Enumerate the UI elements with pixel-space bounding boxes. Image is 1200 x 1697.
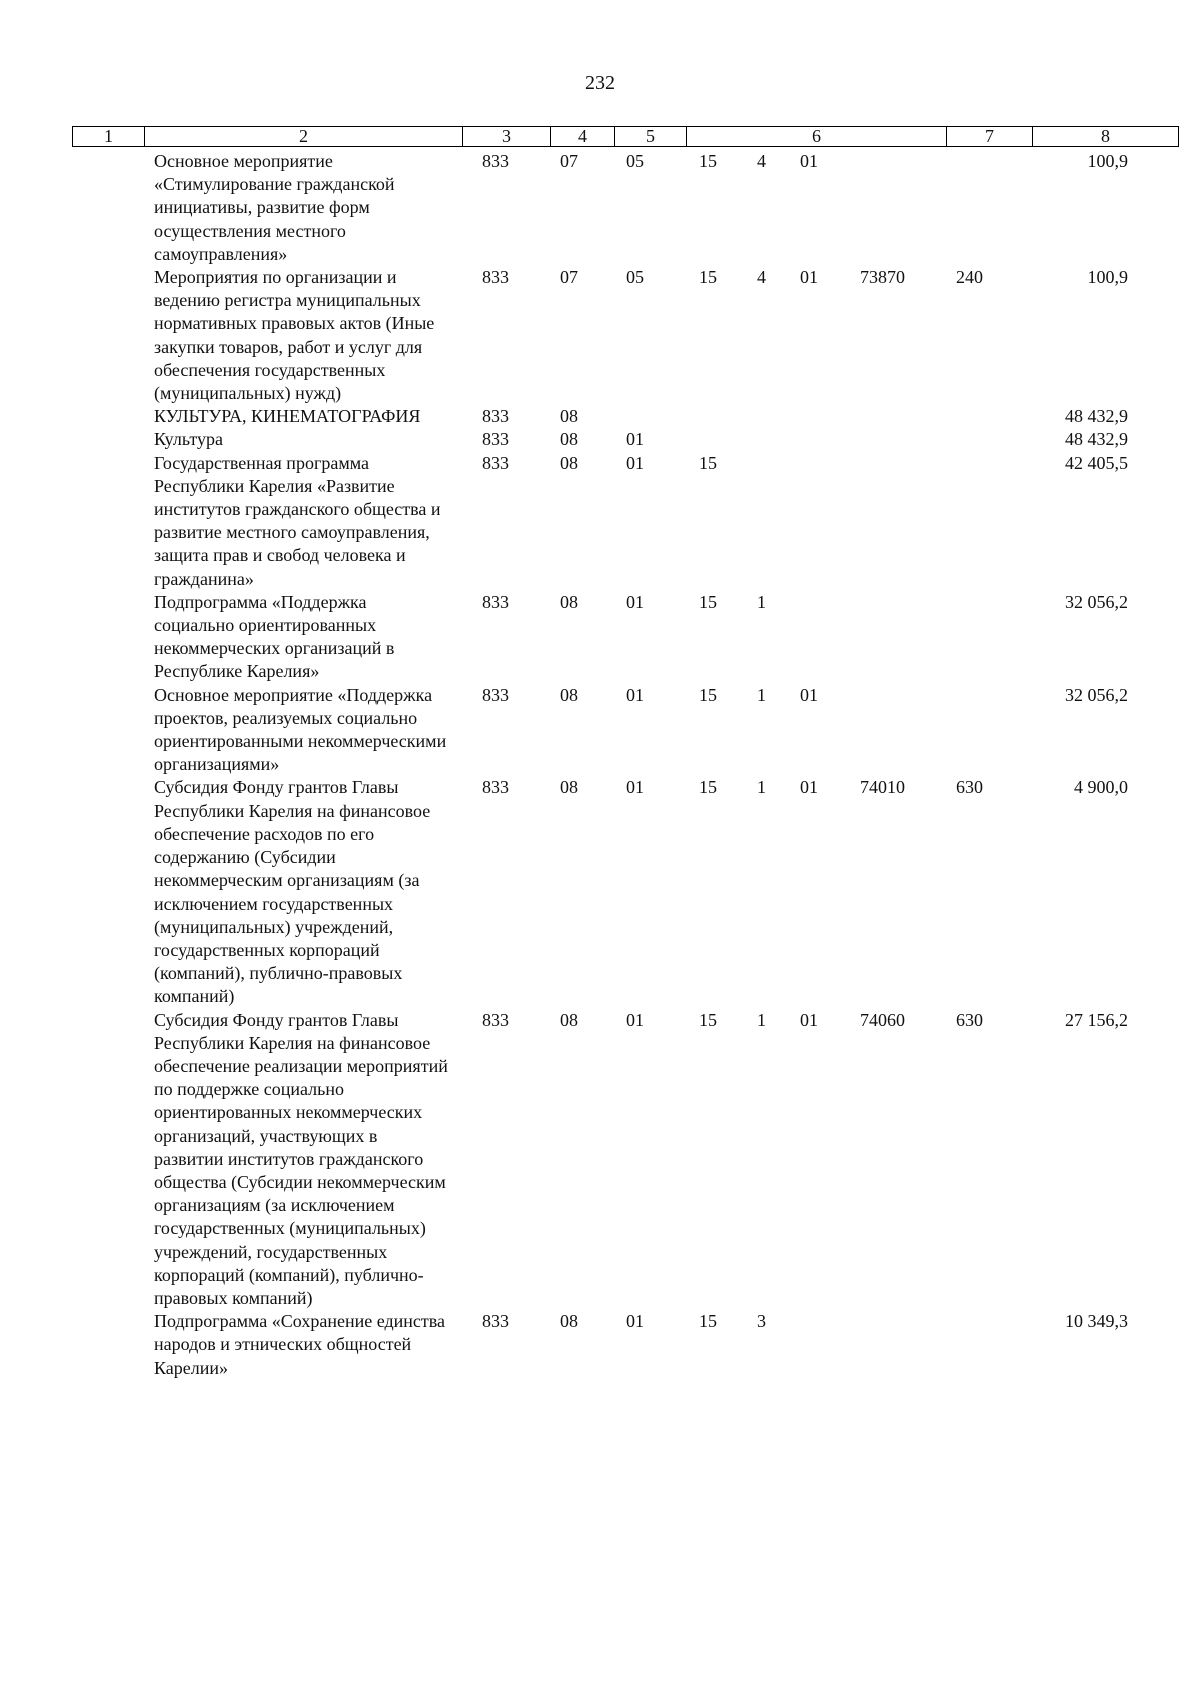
row-cell-c6b: 1 xyxy=(757,1009,766,1030)
row-cell-c3: 833 xyxy=(482,151,509,171)
table-row xyxy=(0,452,1200,591)
row-cell-c4: 08 xyxy=(560,684,578,705)
row-cell-c5: 01 xyxy=(626,1009,644,1030)
row-cell-c4: 08 xyxy=(560,406,578,427)
row-cell-c3: 833 xyxy=(482,684,509,705)
row-cell-c6d: 74060 xyxy=(860,1009,905,1030)
column-header-table xyxy=(72,126,1179,147)
row-cell-c4: 07 xyxy=(560,267,578,288)
row-cell-c5: 01 xyxy=(626,684,644,705)
row-cell-c6a: 15 xyxy=(699,1009,717,1030)
row-cell-c6b: 1 xyxy=(757,777,766,798)
row-cell-c4: 08 xyxy=(560,429,578,450)
row-cell-c8: 27 156,2 xyxy=(1065,1009,1128,1030)
row-cell-c6d: 74010 xyxy=(860,777,905,798)
header-col-5: 5 xyxy=(615,127,687,147)
row-cell-c5: 01 xyxy=(626,429,644,450)
row-description: Субсидия Фонду грантов Главы Республики Карелия на финансовое обеспечение расходов по его содержанию (Субсидии некоммерческим организациям (за исключением государственных (муниципальных) учреждений, государственных корпораций (компаний), публично-правовых компаний) xyxy=(154,777,431,1007)
row-cell-c6c: 01 xyxy=(800,151,818,171)
table-row xyxy=(0,1310,1200,1380)
row-cell-c3: 833 xyxy=(482,406,509,427)
row-cell-c7: 630 xyxy=(956,777,983,798)
row-description: Основное мероприятие «Поддержка проектов, реализуемых социально ориентированными некоммерческими организациями» xyxy=(154,684,447,775)
row-description: Подпрограмма «Поддержка социально ориентированных некоммерческих организаций в Республике Карелия» xyxy=(154,591,395,682)
row-cell-c6a: 15 xyxy=(699,151,717,171)
page-number: 232 xyxy=(585,72,615,94)
row-cell-c3: 833 xyxy=(482,777,509,798)
header-row xyxy=(73,127,1179,147)
row-cell-c6b: 4 xyxy=(757,151,766,171)
table-row xyxy=(0,684,1200,777)
row-cell-c7: 240 xyxy=(956,267,983,288)
header-col-6: 6 xyxy=(687,127,947,147)
row-cell-c5: 01 xyxy=(626,1311,644,1332)
row-cell-c6b: 1 xyxy=(757,684,766,705)
row-cell-c8: 4 900,0 xyxy=(1074,777,1128,798)
row-cell-c6b: 4 xyxy=(757,267,766,288)
row-cell-c6a: 15 xyxy=(699,591,717,612)
row-cell-c4: 07 xyxy=(560,151,578,171)
row-cell-c3: 833 xyxy=(482,452,509,473)
row-cell-c6c: 01 xyxy=(800,267,818,288)
row-cell-c6a: 15 xyxy=(699,267,717,288)
row-cell-c6b: 3 xyxy=(757,1311,766,1332)
row-cell-c6a: 15 xyxy=(699,777,717,798)
table-row xyxy=(0,150,1200,266)
row-cell-c8: 10 349,3 xyxy=(1065,1311,1128,1332)
row-cell-c5: 01 xyxy=(626,591,644,612)
row-cell-c3: 833 xyxy=(482,1311,509,1332)
table-row xyxy=(0,428,1200,451)
row-cell-c6a: 15 xyxy=(699,452,717,473)
row-cell-c8: 100,9 xyxy=(1087,267,1128,288)
row-description: Государственная программа Республики Карелия «Развитие институтов гражданского общества и развитие местного самоуправления, защита прав и свобод человека и гражданина» xyxy=(154,452,441,589)
header-col-2: 2 xyxy=(145,127,463,147)
table-row xyxy=(0,776,1200,1008)
row-cell-c4: 08 xyxy=(560,777,578,798)
row-cell-c4: 08 xyxy=(560,452,578,473)
row-cell-c6a: 15 xyxy=(699,684,717,705)
row-description: КУЛЬТУРА, КИНЕМАТОГРАФИЯ xyxy=(154,406,421,427)
row-cell-c3: 833 xyxy=(482,267,509,288)
header-col-8: 8 xyxy=(1033,127,1179,147)
header-col-4: 4 xyxy=(551,127,615,147)
header-col-7: 7 xyxy=(947,127,1033,147)
row-cell-c6c: 01 xyxy=(800,1009,818,1030)
table-row xyxy=(0,266,1200,405)
row-cell-c4: 08 xyxy=(560,1311,578,1332)
row-cell-c5: 05 xyxy=(626,267,644,288)
row-description: Субсидия Фонду грантов Главы Республики Карелия на финансовое обеспечение реализации мероприятий по поддержке социально ориентированных некоммерческих организаций, участвующих в развитии институтов гражданского общества (Субсидии некоммерческим организациям (за исключением государственных (муниципальных) учреждений, государственных корпораций (компаний), публично-правовых компаний) xyxy=(154,1009,448,1308)
row-description: Мероприятия по организации и ведению регистра муниципальных нормативных правовых актов (Иные закупки товаров, работ и услуг для обеспечения государственных (муниципальных) нужд) xyxy=(154,267,435,404)
row-cell-c6c: 01 xyxy=(800,684,818,705)
table-row xyxy=(0,591,1200,684)
row-cell-c8: 48 432,9 xyxy=(1065,406,1128,427)
row-cell-c6b: 1 xyxy=(757,591,766,612)
row-cell-c8: 32 056,2 xyxy=(1065,684,1128,705)
row-cell-c8: 32 056,2 xyxy=(1065,591,1128,612)
row-cell-c5: 01 xyxy=(626,777,644,798)
row-cell-c8: 100,9 xyxy=(1087,151,1128,171)
row-cell-c8: 42 405,5 xyxy=(1065,452,1128,473)
row-cell-c6c: 01 xyxy=(800,777,818,798)
table-row xyxy=(0,405,1200,428)
row-description: Основное мероприятие «Стимулирование гражданской инициативы, развитие форм осуществления местного самоуправления» xyxy=(154,151,395,264)
row-cell-c3: 833 xyxy=(482,591,509,612)
row-cell-c4: 08 xyxy=(560,1009,578,1030)
row-cell-c6a: 15 xyxy=(699,1311,717,1332)
header-col-1: 1 xyxy=(73,127,145,147)
row-cell-c5: 05 xyxy=(626,151,644,171)
row-cell-c4: 08 xyxy=(560,591,578,612)
table-row xyxy=(0,1009,1200,1311)
row-cell-c5: 01 xyxy=(626,452,644,473)
row-cell-c6d: 73870 xyxy=(860,267,905,288)
row-description: Подпрограмма «Сохранение единства народов и этнических общностей Карелии» xyxy=(154,1311,445,1378)
row-cell-c3: 833 xyxy=(482,1009,509,1030)
row-description: Культура xyxy=(154,429,223,450)
header-col-3: 3 xyxy=(463,127,551,147)
budget-table-body xyxy=(0,150,1200,1380)
row-cell-c7: 630 xyxy=(956,1009,983,1030)
row-cell-c8: 48 432,9 xyxy=(1065,429,1128,450)
row-cell-c3: 833 xyxy=(482,429,509,450)
